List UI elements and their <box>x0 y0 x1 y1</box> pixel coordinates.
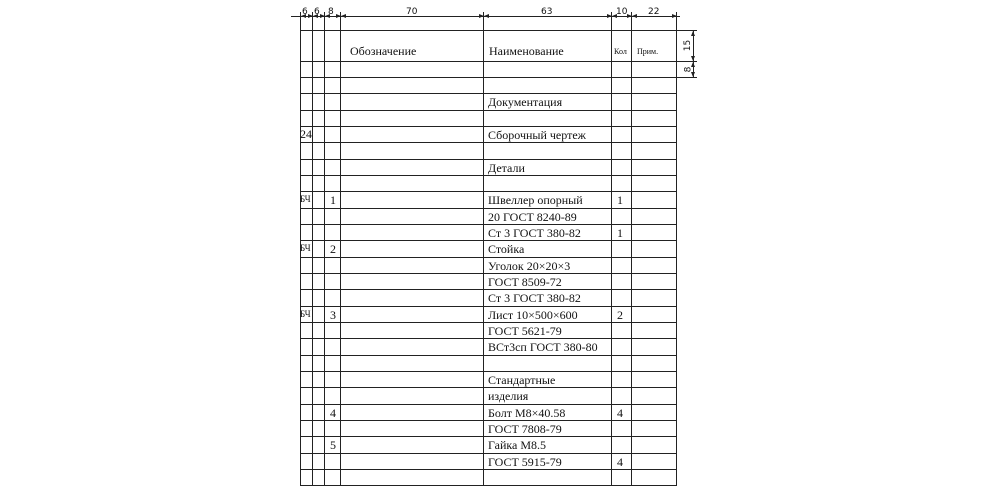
dimension-label-col6: 10 <box>616 7 628 17</box>
row-name: ГОСТ 5621-79 <box>488 323 562 338</box>
dimension-label-col4: 70 <box>406 7 418 17</box>
row-qty: 1 <box>617 225 623 240</box>
row-name: Гайка М8.5 <box>488 438 547 453</box>
row-position: 4 <box>330 405 336 420</box>
dimension-arrow <box>691 56 695 61</box>
row-position: 5 <box>330 438 336 453</box>
row-name: Стойка <box>488 242 525 257</box>
row-qty: 2 <box>617 307 623 322</box>
dimension-label-row-height: 8 <box>683 66 694 73</box>
row-position: 3 <box>330 307 336 322</box>
row-format: 24 <box>300 126 312 141</box>
row-name: Ст 3 ГОСТ 380-82 <box>488 291 581 306</box>
row-name: Стандартные <box>488 372 556 387</box>
header-designation: Обозначение <box>350 44 417 58</box>
dimension-label-header-height: 15 <box>683 39 694 52</box>
dimension-label-col2: 6 <box>314 7 320 17</box>
dimension-label-col5: 63 <box>541 7 553 17</box>
row-format: БЧ <box>300 308 311 319</box>
row-name: Документация <box>488 95 563 110</box>
dimension-arrow <box>691 72 695 77</box>
row-format: БЧ <box>300 194 311 205</box>
row-format: БЧ <box>300 243 311 254</box>
row-qty: 1 <box>617 193 623 208</box>
dimension-arrow <box>341 14 346 18</box>
row-position: 2 <box>330 242 336 257</box>
row-name: ВСт3сп ГОСТ 380-80 <box>488 340 598 355</box>
row-name: ГОСТ 5915-79 <box>488 454 562 469</box>
dimension-label-col3: 8 <box>328 7 334 17</box>
dimension-arrow <box>632 14 637 18</box>
header-name: Наименование <box>489 44 564 58</box>
row-qty: 4 <box>617 454 623 469</box>
row-qty: 4 <box>617 405 623 420</box>
dimension-arrow <box>691 31 695 36</box>
row-name: Лист 10×500×600 <box>488 307 578 322</box>
row-name: 20 ГОСТ 8240-89 <box>488 209 577 224</box>
row-position: 1 <box>330 193 336 208</box>
header-note: Прим. <box>637 47 659 56</box>
row-name: ГОСТ 7808-79 <box>488 421 562 436</box>
header-qty: Кол <box>614 47 627 56</box>
row-name: Сборочный чертеж <box>488 127 586 142</box>
dimension-label-col1: 6 <box>302 7 308 17</box>
row-name: Детали <box>488 160 525 175</box>
dimension-arrow <box>484 14 489 18</box>
row-name: Болт М8×40.58 <box>488 405 566 420</box>
row-name: Уголок 20×20×3 <box>488 258 571 273</box>
dimension-label-col7: 22 <box>648 7 660 17</box>
row-name: Швеллер опорный <box>488 193 583 208</box>
row-name: ГОСТ 8509-72 <box>488 274 562 289</box>
row-name: изделия <box>488 389 529 404</box>
row-name: Ст 3 ГОСТ 380-82 <box>488 225 581 240</box>
